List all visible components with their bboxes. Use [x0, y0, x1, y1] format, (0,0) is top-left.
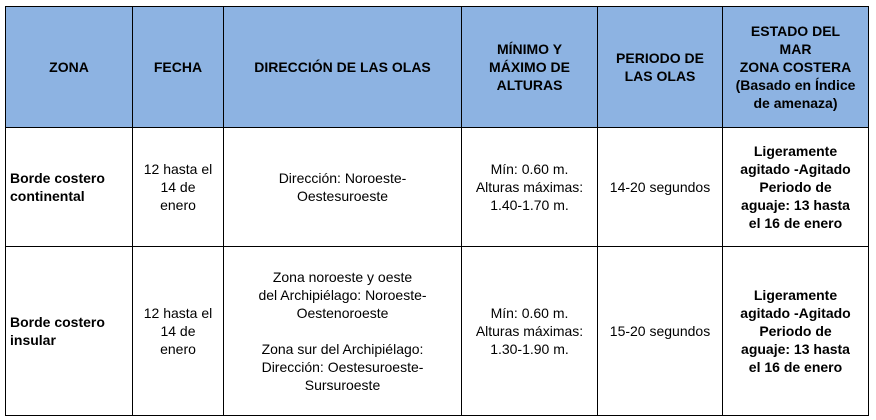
cell-estado: Ligeramente agitado -Agitado Periodo de aguaje: 13 hasta el 16 de enero — [723, 247, 869, 416]
cell-zona: Borde costero insular — [6, 247, 133, 416]
cell-zona: Borde costero continental — [6, 128, 133, 247]
cell-alturas: Mín: 0.60 m. Alturas máximas: 1.40-1.70 m. — [462, 128, 598, 247]
forecast-table — [5, 6, 869, 416]
header-fecha: FECHA — [133, 7, 224, 128]
cell-periodo: 14-20 segundos — [598, 128, 723, 247]
header-direccion: DIRECCIÓN DE LAS OLAS — [224, 7, 462, 128]
table-row — [6, 128, 869, 247]
table-row — [6, 247, 869, 416]
paragraph-gap — [228, 322, 457, 340]
cell-periodo: 15-20 segundos — [598, 247, 723, 416]
cell-fecha: 12 hasta el 14 de enero — [133, 247, 224, 416]
header-zona: ZONA — [6, 7, 133, 128]
header-estado: ESTADO DEL MAR ZONA COSTERA (Basado en Índice de amenaza) — [723, 7, 869, 128]
header-row — [6, 7, 869, 128]
header-periodo: PERIODO DE LAS OLAS — [598, 7, 723, 128]
cell-direccion: Zona noroeste y oeste del Archipiélago: Noroeste- Oestenoroeste Zona sur del Archipiélago: Dirección: Oestesuroeste- Sursuroeste — [224, 247, 462, 416]
cell-direccion: Dirección: Noroeste- Oestesuroeste — [224, 128, 462, 247]
header-alturas: MÍNIMO Y MÁXIMO DE ALTURAS — [462, 7, 598, 128]
cell-alturas: Mín: 0.60 m. Alturas máximas: 1.30-1.90 m. — [462, 247, 598, 416]
cell-estado: Ligeramente agitado -Agitado Periodo de aguaje: 13 hasta el 16 de enero — [723, 128, 869, 247]
cell-fecha: 12 hasta el 14 de enero — [133, 128, 224, 247]
